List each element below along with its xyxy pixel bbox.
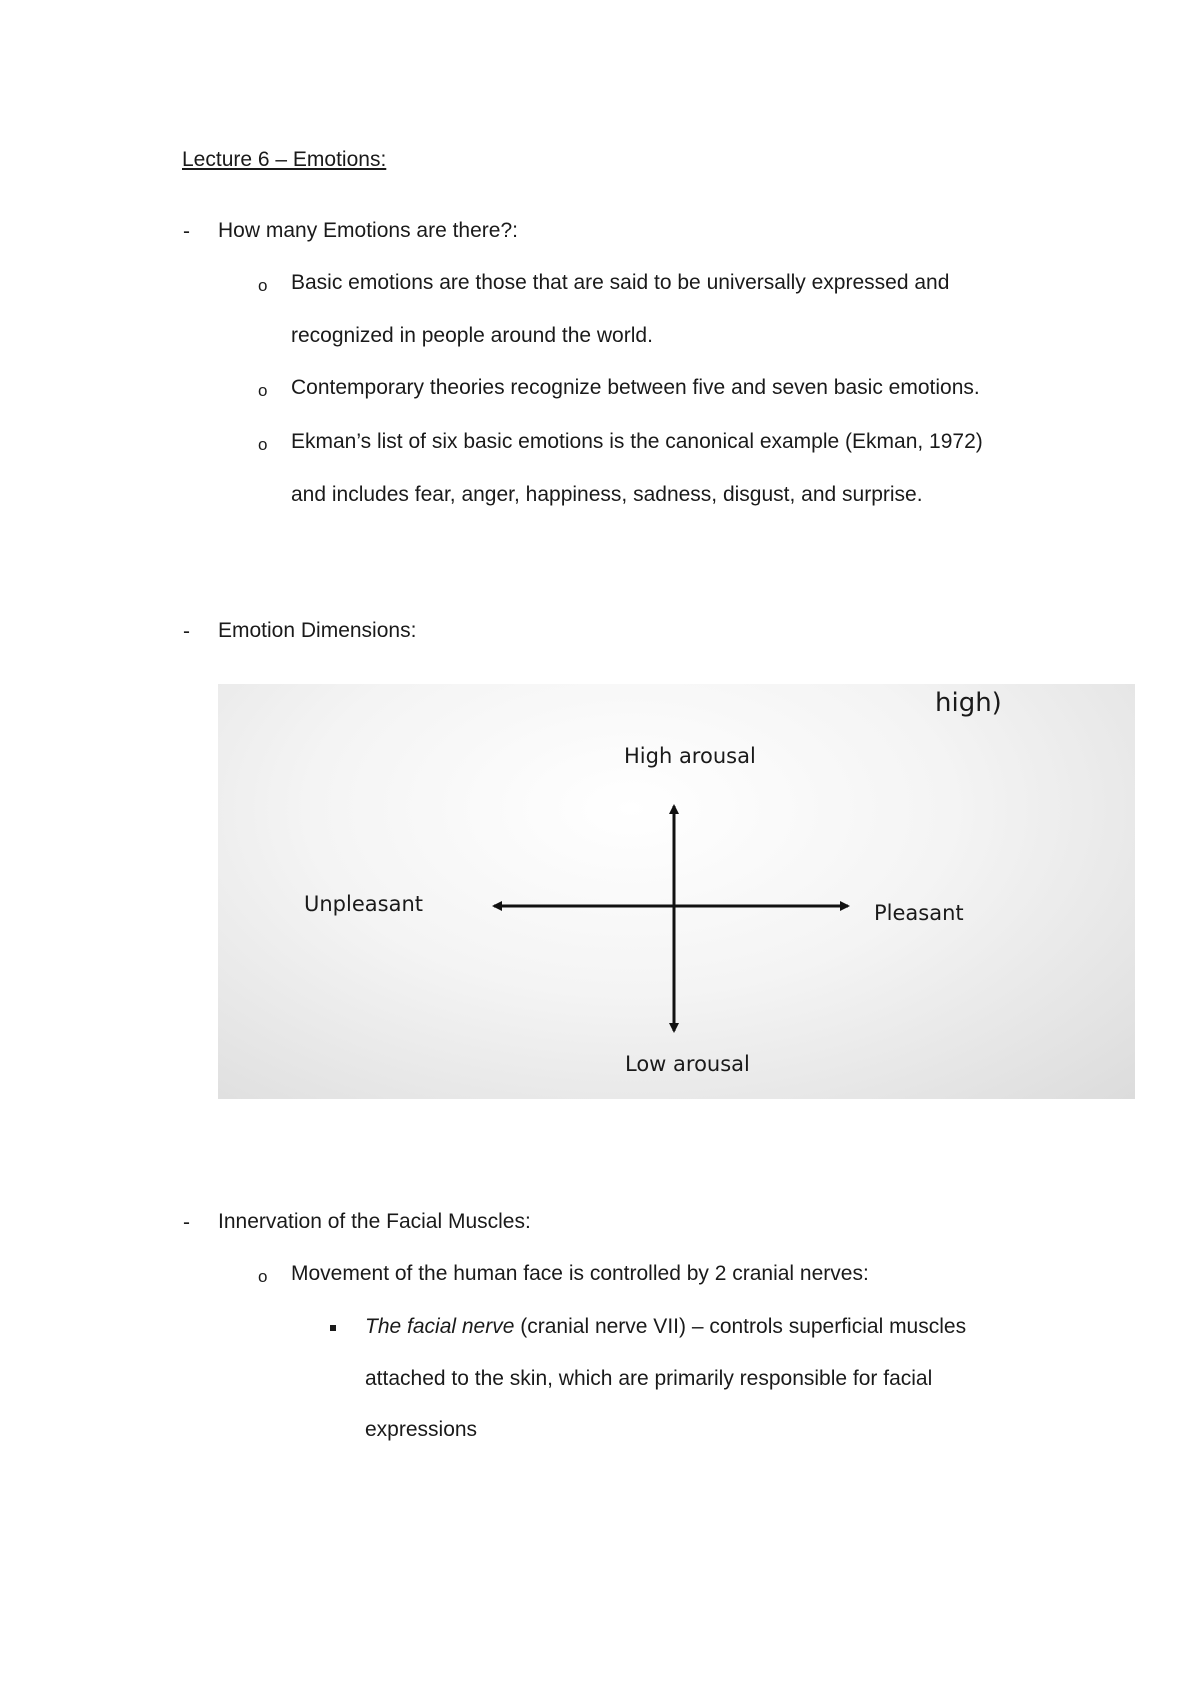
dash-bullet: -	[183, 220, 190, 243]
circle-bullet: o	[258, 435, 268, 454]
sub-list-item	[365, 1314, 966, 1339]
list-item: Ekman’s list of six basic emotions is the canonical example (Ekman, 1972)	[291, 430, 983, 453]
section-heading-innervation: Innervation of the Facial Muscles:	[218, 1210, 531, 1233]
section-heading-emotion-dimensions: Emotion Dimensions:	[218, 619, 417, 642]
page-title: Lecture 6 – Emotions:	[182, 148, 387, 171]
dash-bullet: -	[183, 620, 190, 643]
axis-label-low-arousal: Low arousal	[625, 1052, 750, 1076]
sub-list-item-continuation: expressions	[365, 1418, 478, 1441]
circle-bullet: o	[258, 381, 268, 400]
list-item: Movement of the human face is controlled by 2 cranial nerves:	[291, 1262, 869, 1285]
axis-label-unpleasant: Unpleasant	[304, 892, 423, 916]
sub-list-item-text: (cranial nerve VII) – controls superficial muscles	[514, 1315, 967, 1338]
sub-list-item-continuation: attached to the skin, which are primarily responsible for facial	[365, 1367, 933, 1390]
axis-label-pleasant: Pleasant	[874, 901, 964, 925]
corner-label: high)	[935, 688, 1002, 718]
list-item-continuation: recognized in people around the world.	[291, 324, 653, 347]
circle-bullet: o	[258, 276, 268, 295]
list-item-continuation: and includes fear, anger, happiness, sadness, disgust, and surprise.	[291, 483, 923, 506]
emotion-dimensions-figure	[218, 684, 1135, 1099]
facial-nerve-term: The facial nerve	[365, 1315, 515, 1338]
dash-bullet: -	[183, 1211, 190, 1234]
circle-bullet: o	[258, 1267, 268, 1286]
axis-label-high-arousal: High arousal	[624, 744, 756, 768]
section-heading-emotions-count: How many Emotions are there?:	[218, 219, 518, 242]
list-item: Contemporary theories recognize between five and seven basic emotions.	[291, 376, 980, 399]
list-item: Basic emotions are those that are said to be universally expressed and	[291, 271, 950, 294]
square-bullet	[330, 1325, 336, 1331]
